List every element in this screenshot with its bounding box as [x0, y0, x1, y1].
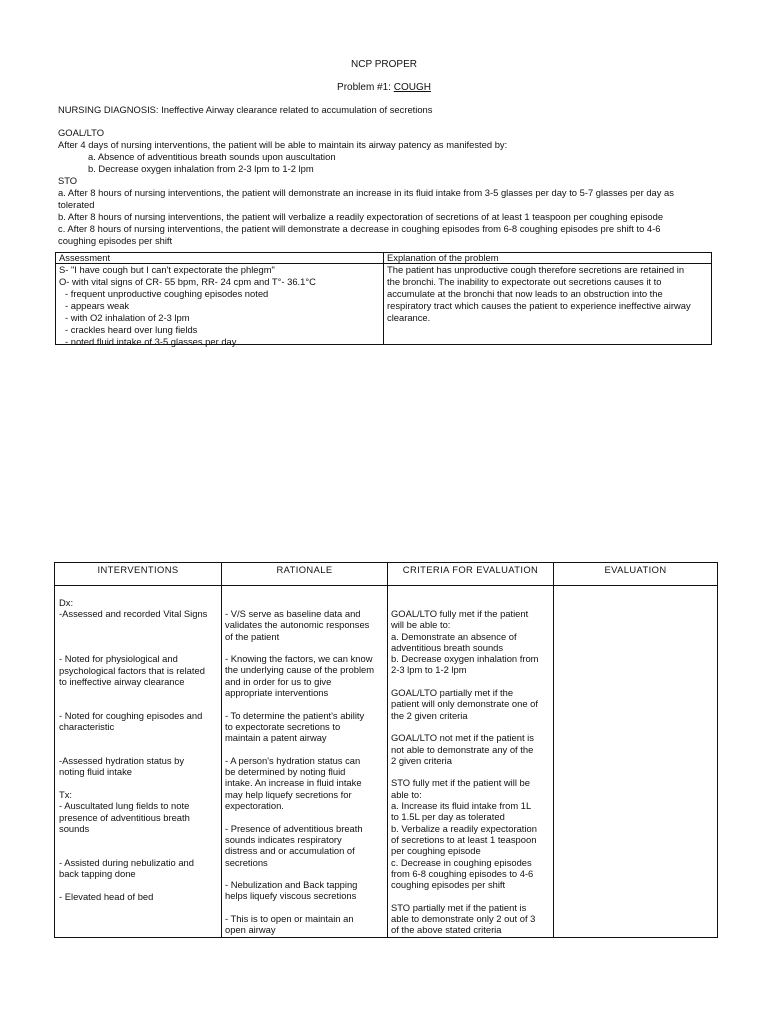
intervention-item: presence of adventitious breath [59, 811, 190, 823]
explanation-line: The patient has unproductive cough therefore secretions are retained in [387, 264, 685, 275]
criteria-item: GOAL/LTO partially met if the [391, 687, 514, 699]
sto-a-line2: tolerated [58, 199, 95, 210]
interventions-column [59, 597, 219, 902]
intervention-item: - Auscultated lung fields to note [59, 800, 190, 812]
assessment-subjective: S- "I have cough but I can't expectorate the phlegm" [59, 264, 275, 275]
intervention-item: psychological factors that is related [59, 664, 205, 676]
criteria-item: 2-3 lpm to 1-2 lpm [391, 664, 467, 676]
problem-name: COUGH [393, 82, 431, 93]
assessment-item: - crackles heard over lung fields [65, 324, 198, 335]
intervention-item: characteristic [59, 721, 115, 733]
rationale-item: be determined by noting fluid [225, 766, 346, 778]
criteria-item: 2 given criteria [391, 754, 452, 766]
goal-criterion-a: a. Absence of adventitious breath sounds upon auscultation [88, 151, 336, 162]
rationale-item: open airway [225, 924, 276, 936]
criteria-item: a. Increase its fluid intake from 1L [391, 800, 532, 812]
column-divider [387, 563, 388, 937]
criteria-item: to 1.5L per day as tolerated [391, 811, 505, 823]
column-divider [221, 563, 222, 937]
rationale-item: secretions [225, 856, 268, 868]
assessment-cell [59, 252, 381, 348]
explanation-line: respiratory tract which causes the patient to experience ineffective airway [387, 300, 691, 311]
explanation-cell [387, 252, 709, 324]
assessment-item: - noted fluid intake of 3-5 glasses per day [65, 336, 237, 347]
criteria-item: GOAL/LTO fully met if the patient [391, 608, 529, 619]
rationale-item: appropriate interventions [225, 687, 329, 699]
nursing-diagnosis: NURSING DIAGNOSIS: Ineffective Airway clearance related to accumulation of secretions [58, 104, 433, 115]
sto-c-line2: coughing episodes per shift [58, 235, 173, 246]
criteria-item: GOAL/LTO not met if the patient is [391, 732, 534, 744]
tx-label: Tx: [59, 789, 73, 801]
problem-heading [0, 82, 768, 94]
criteria-item: coughing episodes per shift [391, 879, 506, 891]
criteria-item: a. Demonstrate an absence of [391, 630, 517, 642]
intervention-item: to ineffective airway clearance [59, 676, 185, 688]
criteria-item: patient will only demonstrate one of [391, 698, 538, 710]
intervention-item: back tapping done [59, 868, 136, 880]
explanation-line: clearance. [387, 312, 431, 323]
criteria-item: per coughing episode [391, 845, 481, 857]
rationale-item: the underlying cause of the problem [225, 664, 375, 676]
sto-b-line1: b. After 8 hours of nursing interventions, the patient will verbalize a readily expectoration of secretions of at least 1 teaspoon per coughing episode [58, 211, 664, 222]
header-evaluation: EVALUATION [604, 564, 667, 575]
criteria-item: c. Decrease in coughing episodes [391, 856, 532, 868]
dx-label: Dx: [59, 597, 74, 608]
criteria-item: the 2 given criteria [391, 709, 468, 721]
intervention-item: - Assisted during nebulizatio and [59, 856, 194, 868]
sto-a-line1: a. After 8 hours of nursing interventions, the patient will demonstrate an increase in its fluid intake from 3-5 glasses per day to 5-7 glasses per day as [58, 187, 674, 198]
criteria-item: b. Verbalize a readily expectoration [391, 822, 537, 834]
explanation-line: the bronchi. The inability to expectorate out secretions causes it to [387, 276, 662, 287]
document-title: NCP PROPER [351, 59, 417, 70]
goal-heading: GOAL/LTO [58, 127, 105, 138]
rationale-item: validates the autonomic responses [225, 619, 370, 631]
rationale-item: maintain a patent airway [225, 732, 327, 744]
intervention-item: -Assessed and recorded Vital Signs [59, 608, 208, 620]
intervention-item: sounds [59, 822, 90, 834]
criteria-item: will be able to: [391, 619, 451, 631]
assessment-item: - frequent unproductive coughing episodes noted [65, 288, 269, 299]
criteria-item: able to: [391, 788, 422, 800]
criteria-item: STO partially met if the patient is [391, 901, 527, 913]
explanation-line: accumulate at the bronchi that now leads to an obstruction into the [387, 288, 663, 299]
rationale-item: - Presence of adventitious breath [225, 822, 363, 834]
intervention-item: - Noted for coughing episodes and [59, 709, 203, 721]
goal-section [58, 127, 718, 247]
criteria-item: adventitious breath sounds [391, 641, 504, 653]
header-rule [55, 585, 717, 586]
rationale-item: of the patient [225, 630, 280, 642]
criteria-item: b. Decrease oxygen inhalation from [391, 653, 539, 665]
rationale-item: - To determine the patient's ability [225, 709, 365, 721]
assessment-item: - appears weak [65, 300, 130, 311]
header-interventions: INTERVENTIONS [97, 564, 179, 575]
rationale-item: - Knowing the factors, we can know [225, 653, 373, 665]
intervention-item: noting fluid intake [59, 766, 132, 778]
criteria-item: from 6-8 coughing episodes to 4-6 [391, 867, 534, 879]
criteria-item: of the above stated criteria [391, 924, 502, 936]
intervention-item: -Assessed hydration status by [59, 755, 185, 767]
table-divider [383, 253, 384, 344]
sto-c-line1: c. After 8 hours of nursing interventions, the patient will demonstrate a decrease in coughing episodes from 6-8 coughing episodes pre shift to 4-6 [58, 223, 661, 234]
rationale-item: helps liquefy viscous secretions [225, 890, 357, 902]
assessment-objective: O- with vital signs of CR- 55 bpm, RR- 24 cpm and T°- 36.1°C [59, 276, 316, 287]
rationale-item: and in order for us to give [225, 675, 332, 687]
assessment-heading: Assessment [59, 252, 111, 263]
criteria-item: STO fully met if the patient will be [391, 777, 530, 789]
intervention-item: - Noted for physiological and [59, 653, 178, 665]
rationale-item: may help liquefy secretions for [225, 788, 352, 800]
rationale-item: sounds indicates respiratory [225, 833, 342, 845]
column-divider [553, 563, 554, 937]
rationale-item: distress and or accumulation of [225, 845, 355, 857]
assessment-item: - with O2 inhalation of 2-3 lpm [65, 312, 190, 323]
rationale-item: - This is to open or maintain an [225, 913, 354, 925]
rationale-item: intake. An increase in fluid intake [225, 777, 362, 789]
criteria-column [391, 608, 551, 936]
assessment-table [55, 252, 712, 345]
intervention-item: - Elevated head of bed [59, 890, 154, 902]
sto-heading: STO [58, 175, 78, 186]
header-criteria: CRITERIA FOR EVALUATION [402, 564, 539, 575]
problem-prefix: Problem #1: [337, 82, 394, 93]
rationale-item: to expectorate secretions to [225, 720, 341, 732]
header-rationale: RATIONALE [276, 564, 333, 575]
goal-statement: After 4 days of nursing interventions, the patient will be able to maintain its airway patency as manifested by: [58, 139, 508, 150]
rationale-column [225, 608, 385, 936]
care-plan-table [54, 562, 718, 938]
criteria-item: not able to demonstrate any of the [391, 743, 534, 755]
rationale-item: expectoration. [225, 800, 284, 812]
explanation-heading: Explanation of the problem [387, 252, 499, 263]
criteria-item: of secretions to at least 1 teaspoon [391, 833, 537, 845]
rationale-item: - Nebulization and Back tapping [225, 879, 358, 891]
goal-criterion-b: b. Decrease oxygen inhalation from 2-3 lpm to 1-2 lpm [88, 163, 314, 174]
rationale-item: - V/S serve as baseline data and [225, 608, 361, 619]
criteria-item: able to demonstrate only 2 out of 3 [391, 913, 536, 925]
rationale-item: - A person's hydration status can [225, 754, 361, 766]
